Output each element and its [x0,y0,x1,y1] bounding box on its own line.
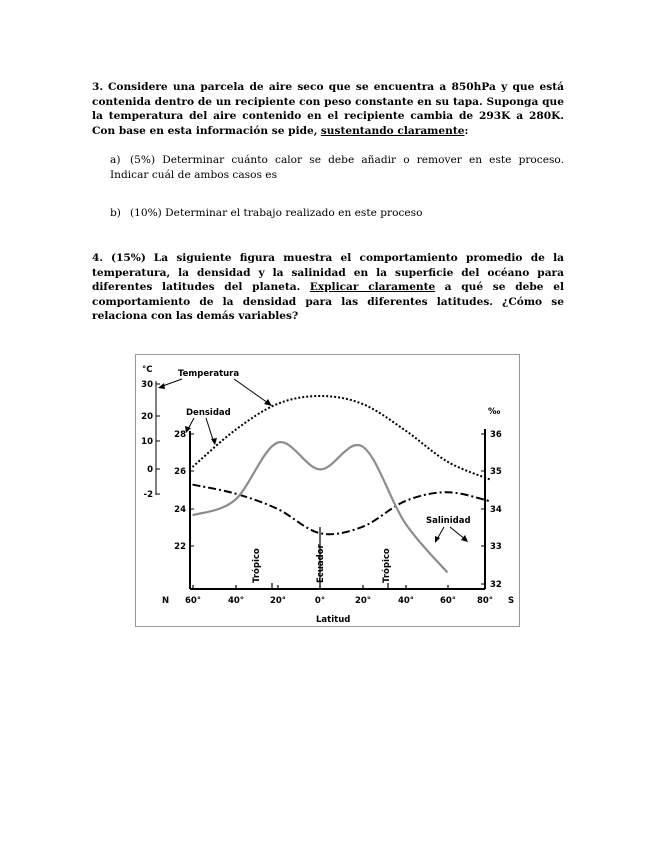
salinity-tick-label: 36 [490,430,502,440]
temperature-arrow-2 [234,379,268,403]
temperature-unit: °C [142,365,153,375]
temperature-tick-label: -2 [143,490,153,500]
equator-label: Ecuador [316,544,326,583]
q4-text-1: La siguiente figura muestra el comportamiento promedio de la temperatura, la densidad y la salinidad en la superficie del océano para diferentes latitudes del planeta. [92,252,564,294]
temperature-legend: Temperatura [178,369,240,379]
salinity-tick-label: 35 [490,467,502,477]
q4-percent: (15%) [111,252,146,264]
q4-text-2: a qué se debe el comportamiento de la densidad para las diferentes latitudes. ¿Cómo se relaciona con las demás variables? [92,281,564,323]
temperature-tick-label: 20 [141,412,153,422]
south-label: S [508,596,515,606]
salinity-tick-label: 34 [490,505,502,515]
density-tick-label: 26 [174,467,186,477]
q3-item-a-text: (5%) Determinar cuánto calor se debe añadir o remover en este proceso. Indicar cuál de ambos casos es [110,154,564,181]
temperature-series-line [193,396,491,480]
salinity-unit: ‰ [488,407,501,417]
x-tick-label: 40° [227,596,245,606]
temperature-tick-label: 30 [141,380,153,390]
q3-item-b [110,206,564,221]
north-label: N [162,596,170,606]
question-4 [92,251,564,324]
q3-underlined: sustentando claramente [320,124,465,137]
q3-item-b-text: (10%) Determinar el trabajo realizado en este proceso [130,207,423,219]
question-3 [92,80,564,138]
q3-item-a-label: a) [110,154,121,166]
salinity-tick-label: 32 [490,580,502,590]
arrow-head-icon [264,399,272,406]
ocean-surface-chart [135,354,520,627]
x-tick-label: 60° [184,596,202,606]
q3-end: : [464,124,469,137]
x-tick-label: 20° [354,596,372,606]
tropic-s-label: Trópico [382,548,392,583]
q3-item-b-label: b) [110,207,121,219]
x-tick-label: 40° [397,596,415,606]
density-series-line [193,485,491,535]
x-tick-label: 80° [476,596,494,606]
arrow-head-icon [211,438,217,445]
temperature-tick-label: 0 [147,465,153,475]
density-tick-label: 24 [174,505,186,515]
q4-number: 4. [92,252,104,264]
density-tick-label: 28 [174,430,186,440]
x-tick-label: 20° [269,596,287,606]
arrow-head-icon [435,536,440,543]
temperature-tick-label: 10 [141,437,153,447]
arrow-head-icon [461,535,468,542]
q3-number: 3. [92,81,104,93]
tropic-n-label: Trópico [252,548,262,583]
x-axis-title: Latitud [316,615,351,625]
x-tick-label: 60° [439,596,457,606]
q3-item-a [110,153,564,182]
salinity-tick-label: 33 [490,542,502,552]
q4-underlined: Explicar claramente [309,281,436,294]
chart-svg [136,355,521,628]
density-tick-label: 22 [174,542,186,552]
q3-text: Considere una parcela de aire seco que se encuentra a 850hPa y que está contenida dentro de un recipiente con peso constante en su tapa. Suponga que la temperatura del aire contenido en el recipiente cambia de 293K a 280K. Con base en esta información se pide, [92,81,564,137]
salinity-legend: Salinidad [426,516,471,526]
density-legend: Densidad [186,408,231,418]
x-tick-label: 0° [314,596,326,606]
